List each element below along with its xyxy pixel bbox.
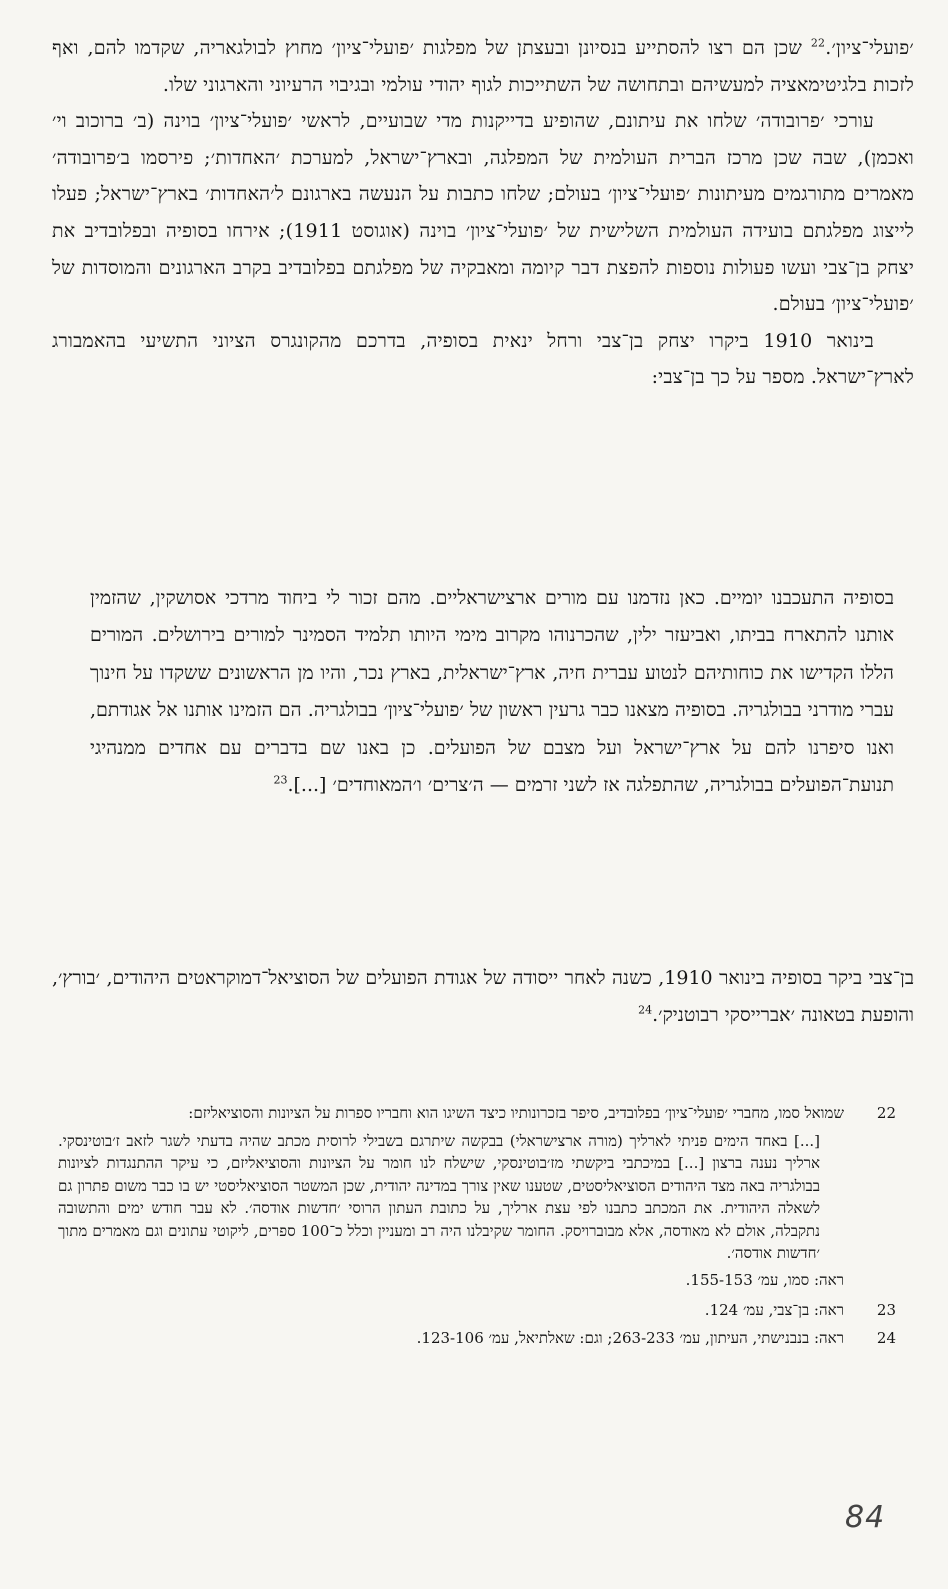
- footnote-number: 23: [876, 1301, 896, 1319]
- footnote-22-quote: [...] באחד הימים פניתי לארליך (מורה ארצישראלי) בבקשה שיתרגם בשבילי לרוסית מכתב שהיה בדעתי לשגר לזאב ז׳בוטינסקי. ארליך נענה ברצון [...] במיכתבי ביקשתי מז׳בוטינסקי, שישלח לנו חומר על הציונות והסוציאליזם, כי עיקר ההתנגדות לציונות בבולגריה באה מצד היהודים הסוציאליסטים, שטענו שאין צורך במדינה יהודית, שכן המשטר הסוציאליסטי יש בו כבר משום פתרון גם לשאלה היהודית. את המכתב כתבנו לפי עצת ארליך, על כתובת העתון הרוסי ׳חדשות אודסה׳. לא עבר חודש ימים והתשובה נתקבלה, אולם לא מאודסה, אלא מבוברויסק. החומר שקיבלנו היה רב ומעניין וכלל כ־100 ספרים, ליקוטי עתונים וגם מאמרים מתוך ׳חדשות אודסה׳.: [58, 1131, 821, 1262]
- page-number: 84: [845, 1500, 886, 1535]
- footnote-22-reference: ראה: סמו, עמ׳ 155-153.: [685, 1270, 844, 1289]
- paragraph-3: בינואר 1910 ביקרו יצחק בן־צבי ורחל ינאית בסופיה, בדרכם מהקונגרס הציוני התשיעי בהאמבורג לארץ־ישראל. מספר על כך בן־צבי:: [52, 329, 914, 389]
- quote-text: [90, 580, 894, 804]
- footnote-22: [52, 1102, 902, 1125]
- footnote-text: שמואל סמו, מחברי ׳פועלי־ציון׳ בפלובדיב, סיפר בזכרונותיו כיצד השיגו הוא וחבריו ספרות על הציונות והסוציאליזם:: [188, 1104, 844, 1122]
- footnote-24: [52, 1327, 902, 1350]
- footnote-ref-23[interactable]: 23: [273, 773, 288, 787]
- paragraph-1: [52, 30, 914, 103]
- footnote-text: ראה: בנבנישתי, העיתון, עמ׳ 263-233; וגם: שאלתיאל, עמ׳ 123-106.: [416, 1328, 844, 1347]
- paragraph-1-start: ׳פועלי־ציון׳.: [825, 37, 914, 59]
- footnote-ref-24[interactable]: 24: [638, 1003, 653, 1017]
- footnote-number: 22: [876, 1104, 896, 1122]
- footnote-text: ראה: בן־צבי, עמ׳ 124.: [704, 1301, 844, 1319]
- closing-paragraph: [52, 960, 914, 1034]
- footnote-23: [52, 1299, 902, 1322]
- main-text: [52, 30, 914, 396]
- paragraph-4-body: בן־צבי ביקר בסופיה בינואר 1910, כשנה לאחר ייסודה של אגודת הפועלים של הסוציאל־דמוקראטים היהודים, ׳בורץ׳, והופעת בטאונה ׳אברייסקי רבוטניק׳.: [52, 967, 914, 1026]
- paragraph-2: עורכי ׳פרובודה׳ שלחו את עיתונם, שהופיע בדייקנות מדי שבועיים, לראשי ׳פועלי־ציון׳ בוינה (ב׳ ברוכוב וי׳ ואכמן), שבה שכן מרכז הברית העולמית של המפלגה, ובארץ־ישראל, למערכת ׳האחדות׳; פירסמו ב׳פרובודה׳ מאמרים מתורגמים מעיתונות ׳פועלי־ציון׳ בעולם; שלחו כתבות על הנעשה בארגונם ל׳האחדות׳ בארץ־ישראל; פעלו לייצוג מפלגתם בועידה העולמית השלישית של ׳פועלי־ציון׳ בוינה (אוגוסט 1911); אירחו בסופיה ובפלובדיב את יצחק בן־צבי ועשו פעולות נוספות להפצת דבר קיומה ומאבקיה של מפלגתם בפלובדיב בקרב הארגונים והמוסדות של ׳פועלי־ציון׳ בעולם.: [52, 110, 914, 316]
- footnote-ref-22[interactable]: 22: [810, 36, 826, 50]
- paragraph-4: [52, 960, 914, 1034]
- footnotes: [52, 1102, 902, 1354]
- footnote-number: 24: [876, 1328, 896, 1347]
- quote-body: בסופיה התעכבנו יומיים. כאן נזדמנו עם מורים ארצישראליים. מהם זכור לי ביחוד מרדכי אסושקין, שהזמין אותנו להתארח בביתו, ואביעזר ילין, שהכרנוהו מקרוב מימי היותו תלמיד הסמינר למורים בירושלים. המורים הללו הקדישו את כוחותיהם לנטוע עברית חיה, ארץ־ישראלית, בארץ נכר, והיו מן הראשונים ששקדו על חינוך עברי מודרני בבולגריה. בסופיה מצאנו כבר גרעין ראשון של ׳פועלי־ציון׳ בבולגריה. הם הזמינו אותנו אל אגודתם, ואנו סיפרנו להם על ארץ־ישראל ועל מצבם של הפועלים. כן באנו שם בדברים עם אחדים ממנהיגי תנועת־הפועלים בבולגריה, שהתפלגה אז לשני זרמים — ה׳צרים׳ ו׳המאוחדים׳ [...].: [90, 587, 894, 797]
- paragraph-1-rest: שכן הם רצו להסתייע בנסיונן ובעצתן של מפלגות ׳פועלי־ציון׳ מחוץ לבולגאריה, שקדמו להם, ואף לזכות בלגיטימאציה למעשיהם ובתחושה של השתייכות לגוף יהודי עולמי ובגיבוי הרעיוני והארגוני שלו.: [52, 37, 914, 96]
- block-quote: [90, 580, 894, 804]
